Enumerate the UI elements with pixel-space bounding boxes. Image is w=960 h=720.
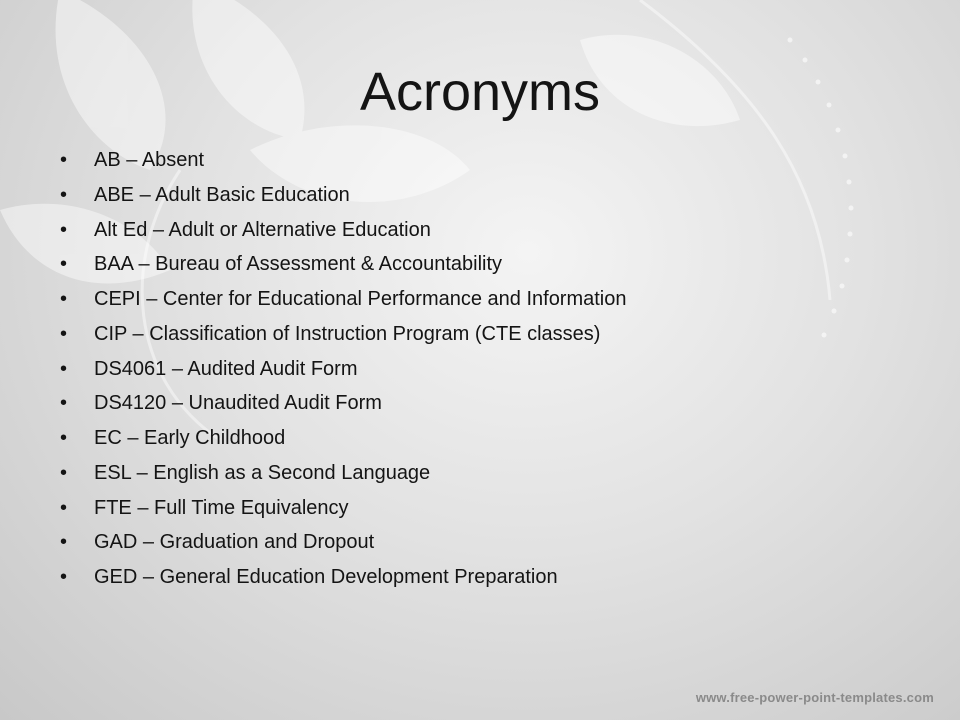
list-item — [60, 491, 920, 526]
list-item-text: CEPI – Center for Educational Performance and Information — [94, 288, 627, 310]
list-item-text: DS4061 – Audited Audit Form — [94, 357, 358, 380]
bullet-dot-icon: • — [60, 531, 68, 554]
list-item-text: DS4120 – Unaudited Audit Form — [94, 392, 382, 415]
list-item-text: GAD – Graduation and Dropout — [94, 531, 375, 554]
list-item — [60, 456, 920, 491]
list-item — [60, 178, 920, 213]
list-item — [60, 525, 920, 560]
list-item — [60, 421, 920, 456]
list-item — [60, 352, 920, 387]
bullet-dot-icon: • — [60, 218, 68, 241]
bullet-dot-icon: • — [60, 461, 68, 484]
bullet-dot-icon: • — [60, 322, 68, 345]
list-item-text: EC – Early Childhood — [94, 427, 286, 449]
list-item-text: ABE – Adult Basic Education — [94, 183, 350, 206]
bullet-dot-icon: • — [60, 183, 68, 206]
list-item-text: BAA – Bureau of Assessment & Accountability — [94, 253, 503, 276]
list-item — [60, 143, 920, 178]
list-item — [60, 386, 920, 421]
bullet-dot-icon: • — [60, 496, 68, 519]
list-item — [60, 317, 920, 352]
list-item-text: GED – General Education Development Preparation — [94, 566, 558, 588]
bullet-dot-icon: • — [60, 427, 68, 449]
slide-title: Acronyms — [359, 62, 601, 122]
list-item-text: ESL – English as a Second Language — [94, 461, 431, 484]
bullet-dot-icon: • — [60, 566, 68, 588]
list-item-text: FTE – Full Time Equivalency — [94, 496, 349, 519]
bullet-dot-icon: • — [60, 149, 68, 171]
watermark-url: www.free-power-point-templates.com — [695, 690, 934, 705]
list-item — [60, 247, 920, 282]
bullet-dot-icon: • — [60, 357, 68, 380]
list-item-text: AB – Absent — [94, 149, 205, 171]
list-item — [60, 213, 920, 248]
bullet-dot-icon: • — [60, 288, 68, 310]
list-item — [60, 282, 920, 317]
list-item — [60, 560, 920, 595]
acronym-list — [60, 143, 920, 595]
list-item-text: CIP – Classification of Instruction Program (CTE classes) — [94, 322, 601, 345]
bullet-dot-icon: • — [60, 253, 68, 276]
list-item-text: Alt Ed – Adult or Alternative Education — [94, 218, 431, 241]
bullet-dot-icon: • — [60, 392, 68, 415]
